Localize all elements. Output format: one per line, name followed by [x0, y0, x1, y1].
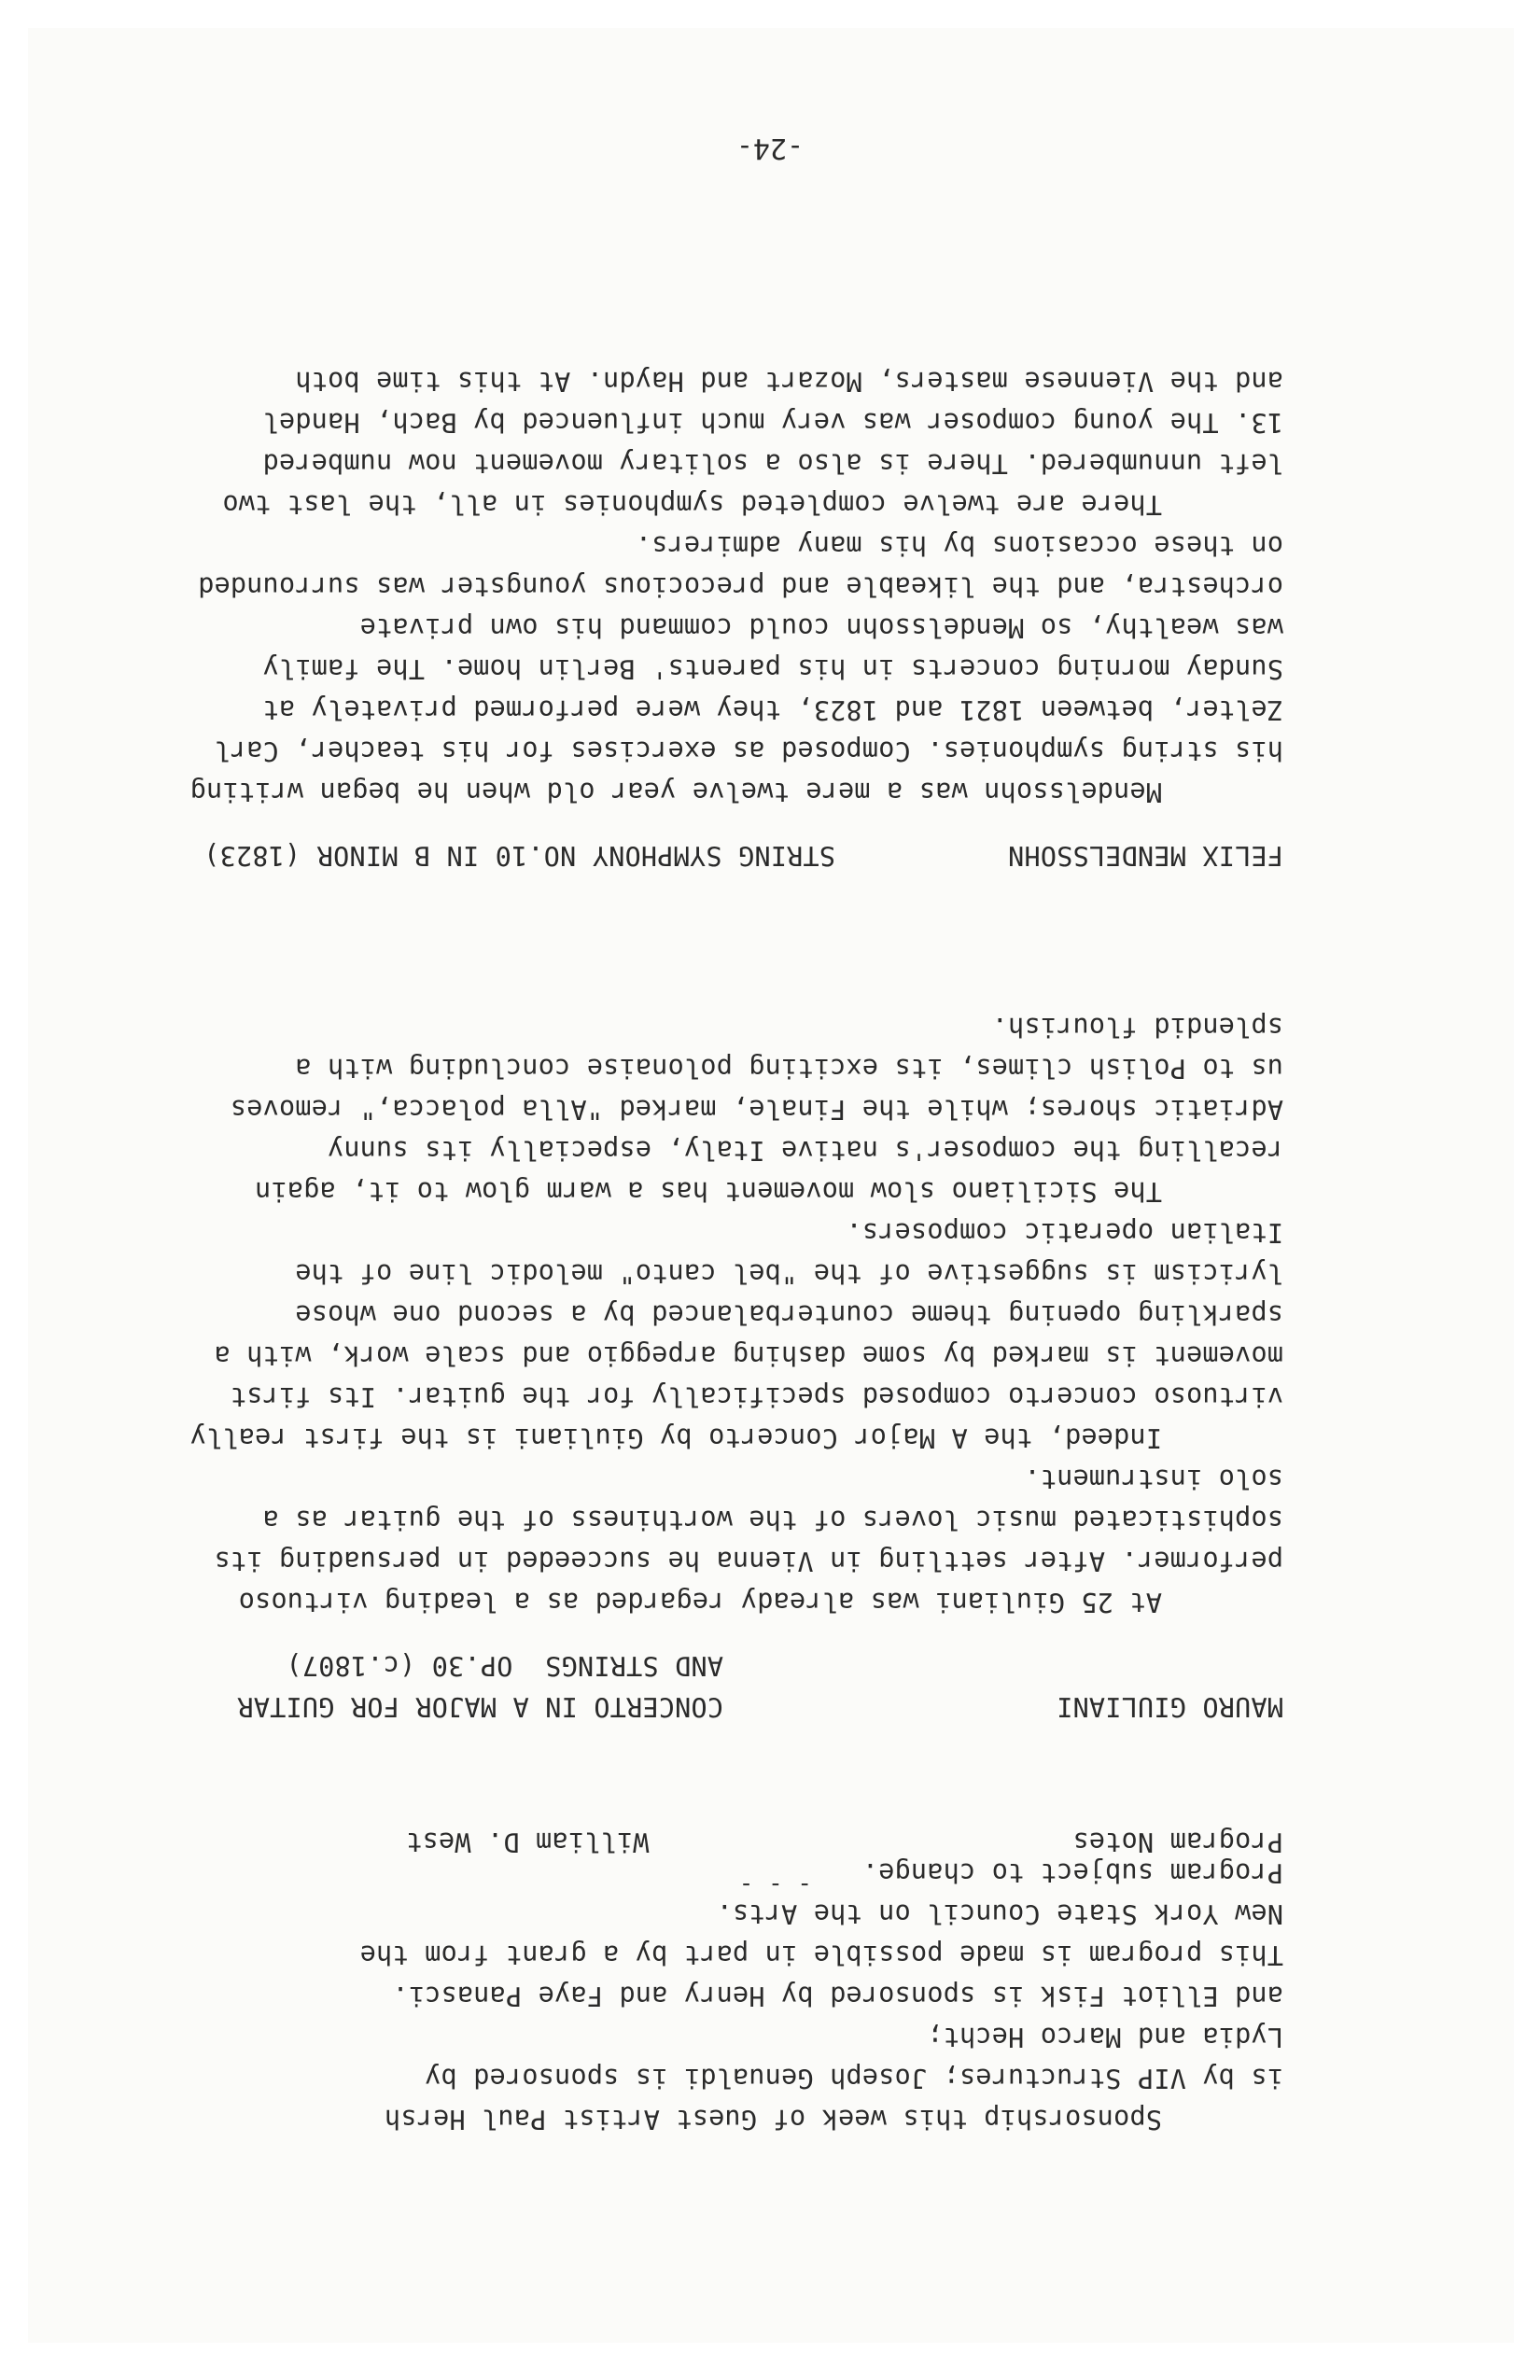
paragraph-line: orchestra, and the likeable and precocious youngster was surrounded [197, 571, 1283, 602]
paragraph-line: Zelter, between 1821 and 1823, they were performed privately at [262, 694, 1283, 725]
sponsor-line: Lydia and Marco Hecht; [927, 2022, 1283, 2052]
sponsor-line: is by VIP Structures; Joseph Genualdi is sponsored by [425, 2063, 1283, 2093]
sponsor-line: and Elliot Fisk is sponsored by Henry and Faye Panasci. [392, 1981, 1283, 2011]
paragraph-line: Mendelssohn was a mere twelve year old when he began writing [189, 777, 1162, 807]
paragraph-line: solo instrument. [1024, 1463, 1283, 1494]
sponsorship-block [126, 1852, 1283, 2139]
program-notes-heading: Program Notes [1072, 1827, 1283, 1857]
sponsor-line: New York State Council on the Arts. [716, 1898, 1283, 1929]
giuliani-heading-row [126, 1686, 1283, 1727]
paragraph-line: performer. After settling in Vienna he succeeded in persuading its [214, 1546, 1283, 1576]
program-notes-header [126, 1821, 1283, 1862]
section-divider: - - - [738, 1871, 812, 1899]
mendelssohn-composer: FELIX MENDELSSOHN [1007, 840, 1283, 871]
paragraph-line: us to Polish climes, its exciting polonaise concluding with a [295, 1053, 1283, 1084]
mendelssohn-section [126, 360, 1283, 875]
giuliani-title-2: AND STRINGS OP.30 (c.1807) [286, 1650, 723, 1681]
giuliani-heading-row-2 [126, 1645, 1283, 1686]
program-notes-author: William D. West [406, 1827, 650, 1857]
giuliani-title: CONCERTO IN A MAJOR FOR GUITAR [237, 1691, 723, 1722]
giuliani-composer: MAURO GIULIANI [1056, 1691, 1283, 1722]
sponsor-line: Sponsorship this week of Guest Artist Paul Hersh [384, 2104, 1162, 2135]
paragraph-line: sparkling opening theme counterbalanced by a second one whose [295, 1299, 1283, 1330]
mendelssohn-heading-row [126, 834, 1283, 875]
paragraph-line: The Siciliano slow movement has a warm glow to it, again [254, 1176, 1162, 1207]
paragraph-line: splendid flourish. [991, 1012, 1283, 1043]
sponsor-line: This program is made possible in part by a grant from the [359, 1939, 1283, 1970]
paragraph-line: left unnumbered. There is also a solitary movement now numbered [262, 448, 1283, 479]
paragraph-line: Indeed, the A Major Concerto by Giuliani is the first really [189, 1422, 1162, 1453]
giuliani-section [126, 1006, 1283, 1727]
paragraph-line: his string symphonies. Composed as exercises for his teacher, Carl [214, 735, 1283, 766]
paragraph-line: virtuoso concerto composed specifically for the guitar. Its first [230, 1381, 1283, 1412]
paragraph-line: There are twelve completed symphonies in all, the last two [222, 489, 1162, 520]
program-notes-row [126, 1821, 1283, 1862]
paragraph-line: recalling the composer's native Italy, especially its sunny [327, 1135, 1283, 1166]
paragraph-line: sophisticated music lovers of the worthiness of the guitar as a [262, 1505, 1283, 1535]
mendelssohn-title: STRING SYMPHONY NO.10 IN B MINOR (1823) [203, 840, 835, 871]
paragraph-line: on these occasions by his many admirers. [635, 530, 1283, 561]
paragraph-line: Sunday morning concerts in his parents' Berlin home. The family [262, 653, 1283, 684]
paragraph-line: lyricism is suggestive of the "bel canto" melodic line of the [295, 1258, 1283, 1289]
paragraph-line: movement is marked by some dashing arpeggio and scale work, with a [214, 1340, 1283, 1371]
sponsor-line: Program subject to change. [861, 1857, 1283, 1888]
paragraph-line: At 25 Giuliani was already regarded as a leading virtuoso [238, 1587, 1162, 1617]
paragraph-line: Adriatic shores; while the Finale, marked "Alla polacca," removes [230, 1094, 1283, 1125]
paragraph-line: and the Viennese masters, Mozart and Haydn. At this time both [295, 366, 1283, 397]
paragraph-line: was wealthy, so Mendelssohn could command his own private [359, 612, 1283, 643]
page-number: -24- [735, 132, 805, 164]
paragraph-line: Italian operatic composers. [846, 1217, 1283, 1248]
paragraph-line: 13. The young composer was very much influenced by Bach, Handel [262, 407, 1283, 438]
